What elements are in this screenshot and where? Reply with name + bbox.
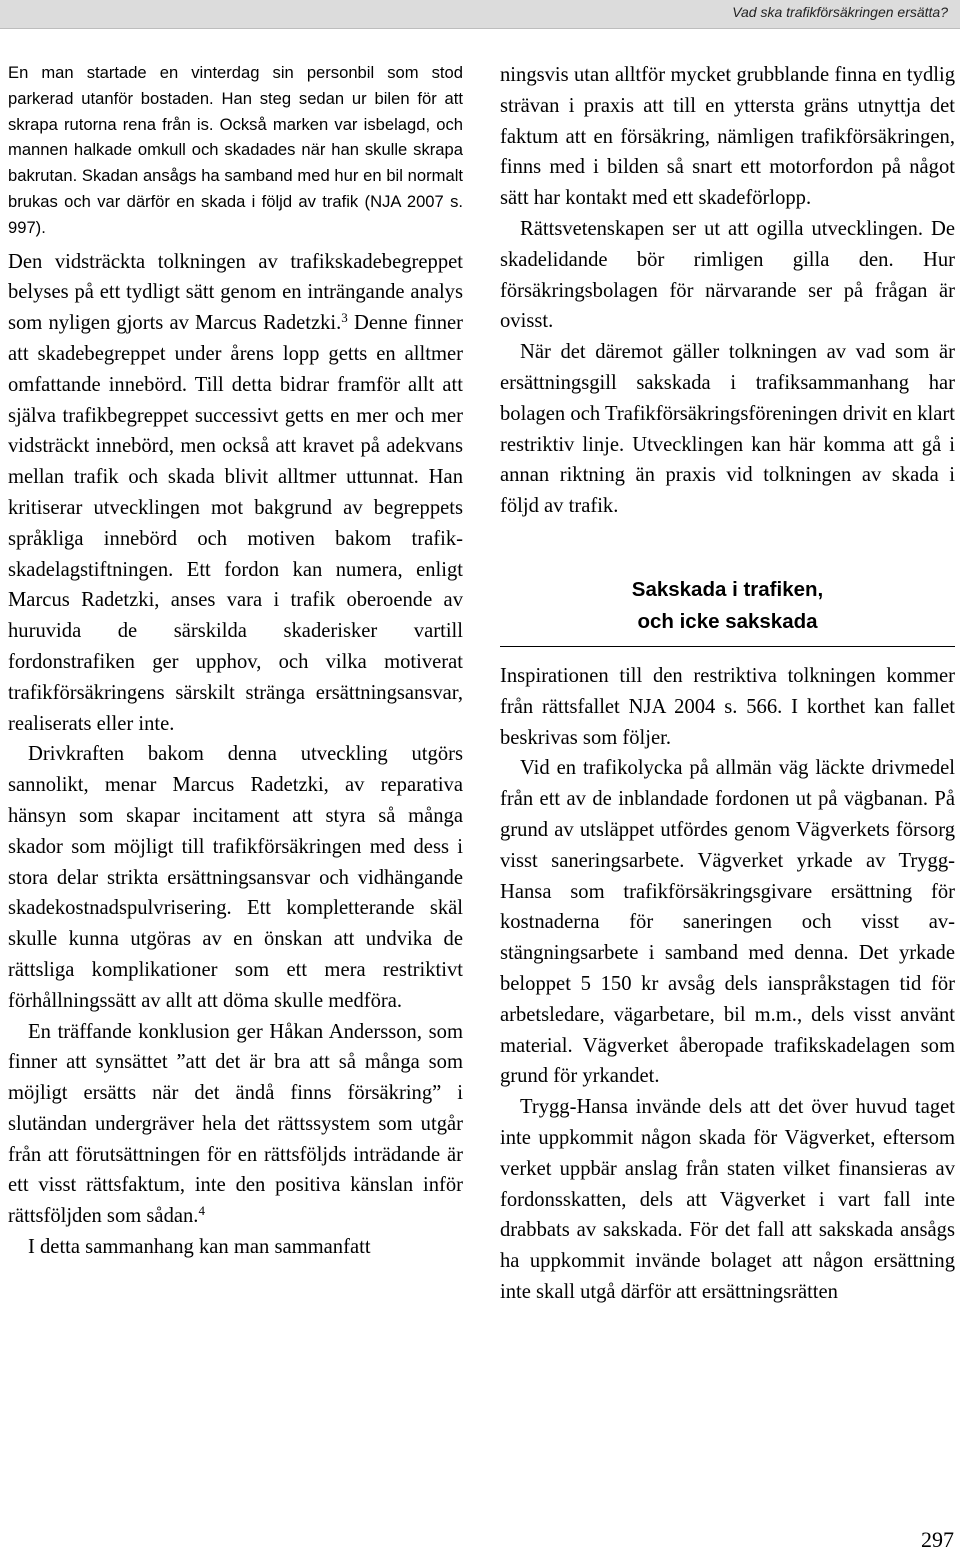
body-paragraph: Vid en trafikolycka på allmän väg läckte drivmedel från ett av de inblandade fordonen ut på vägbanan. På grund av utsläppet utfördes genom Vägverkets försorg visst saneringsarbete. Vägverket yrkade av Trygg-Hansa som trafikförsäkringsgivare ersättning för kostnaderna för saneringen och visst avstängningsarbete i samband med denna. Det yrkade beloppet 5 150 kr avsåg dels ianspråkstagen tid för arbetsledare, vägarbetare, bil m.m., dels visst använt material. Vägverket åberopade trafikskadelagen som grund för yrkandet. bbox=[500, 757, 955, 1088]
section-heading bbox=[500, 574, 955, 647]
left-column bbox=[8, 60, 463, 1263]
running-header bbox=[0, 0, 960, 29]
paragraph-text: Den vidsträckta tolkningen av trafikskadebegreppet belyses på ett tydligt sätt genom en inträngande analys som nyligen gjorts av Marcus Radetzki. bbox=[8, 250, 463, 335]
footnote-ref-4: 4 bbox=[198, 1203, 205, 1219]
footnote-ref-3: 3 bbox=[341, 310, 348, 326]
body-paragraph: Inspirationen till den restriktiva tolkningen kommer från rättsfallet NJA 2004 s. 566. I korthet kan fallet beskrivas som följer. bbox=[500, 664, 955, 749]
body-paragraph: Drivkraften bakom denna utveckling utgörs sannolikt, menar Marcus Radetzki, av reparativa hänsyn som skapar incitament att styra så många skador som möjligt till trafikförsäkringen med dess i stora delar strikta ersättningsansvar och vidhängande skadekostnadspulvrisering. Ett kompletterande skäl skulle kunna utgöras av en önskan att undvika de rättsliga komplikationer som ett mera restriktivt förhållningssätt av allt att döma skulle medföra. bbox=[8, 743, 463, 1012]
section-heading-line-2: och icke sakskada bbox=[637, 609, 818, 633]
body-paragraph: I detta sammanhang kan man sammanfatt bbox=[28, 1236, 371, 1259]
page-number: 297 bbox=[921, 1527, 954, 1552]
body-paragraph: ningsvis utan alltför mycket grubblande finna en tydlig strävan i praxis att till en yttersta gräns utnyttja det faktum att en försäkring, nämligen trafikförsäkringen, finns med i bilden så snart ett motorfordon på något sätt har kontakt med ett skadeförlopp. bbox=[500, 64, 955, 210]
section-heading-line-1: Sakskada i trafiken, bbox=[631, 577, 824, 601]
paragraph-text: Denne finner att skadebegreppet under årens lopp getts en alltmer omfattande innebörd. Till detta bidrar framför allt att själva trafikbegreppet successivt getts en mer och mer vidsträckt innebörd, men också att kravet på adekvans mellan trafik och skada blivit alltmer uttunnat. Han kritiserar utvecklingen mot bakgrund av begreppets språkliga innebörd och motiven bakom trafikskadelagstiftningen. Ett fordon kan numera, enligt Marcus Radetzki, anses vara i trafik oberoende av huruvida de särskilda skaderisker vartill fordonstrafiken ger upphov, och vilka motiverat trafikförsäkringens särskilt stränga ersättningsansvar, realiserats eller inte. bbox=[8, 312, 464, 735]
running-header-title: Vad ska trafikförsäkringen ersätta? bbox=[732, 4, 948, 20]
body-paragraph: Trygg-Hansa invände dels att det över huvud taget inte uppkommit någon skada för Vägverket, eftersom verket uppbär anslag från staten vilket finansieras av fordonsskatten, dels att Vägverket i vart fall inte drabbats av sakskada. För det fall att sakskada ansågs ha uppkommit invände bolaget att någon ersättning inte skall utgå därför att ersättningsrätten bbox=[500, 1096, 955, 1303]
body-paragraph: När det däremot gäller tolkningen av vad som är ersättningsgill sakskada i trafiksammanhang har bolagen och Trafikförsäkringsföreningen drivit en klart restriktiv linje. Utvecklingen kan här komma att gå i annan riktning än praxis vid tolkningen av skada i följd av trafik. bbox=[500, 341, 955, 518]
body-paragraph: Rättsvetenskapen ser ut att ogilla utvecklingen. De skadelidande bör rimligen gilla den. Hur försäkringsbolagen för närvarande ser på frågan är ovisst. bbox=[500, 217, 955, 333]
right-column bbox=[500, 60, 955, 1308]
body-paragraph bbox=[8, 247, 463, 740]
body-paragraph bbox=[8, 1017, 463, 1233]
paragraph-text: En träffande konklusion ger Håkan Andersson, som finner att synsättet ”att det är bra att så många som möjligt ersätts när det ändå finns försäkring” i slutändan undergräver hela det rättssystem som utgår från att förutsättningen för en rättsföljds inträdande är ett visst rättsfaktum, inte den positiva känslan inför rättsföljden som sådan. bbox=[8, 1020, 463, 1228]
case-summary-paragraph: En man startade en vinterdag sin personbil som stod parkerad utanför bostaden. Han steg sedan ur bilen för att skrapa rutorna rena från is. Också marken var isbelagd, och mannen halkade omkull och skadades när han skulle skrapa bakrutan. Skadan ansågs ha samband med hur en bil normalt brukas och var därför en skada i följd av trafik (NJA 2007 s. 997). bbox=[8, 63, 463, 237]
